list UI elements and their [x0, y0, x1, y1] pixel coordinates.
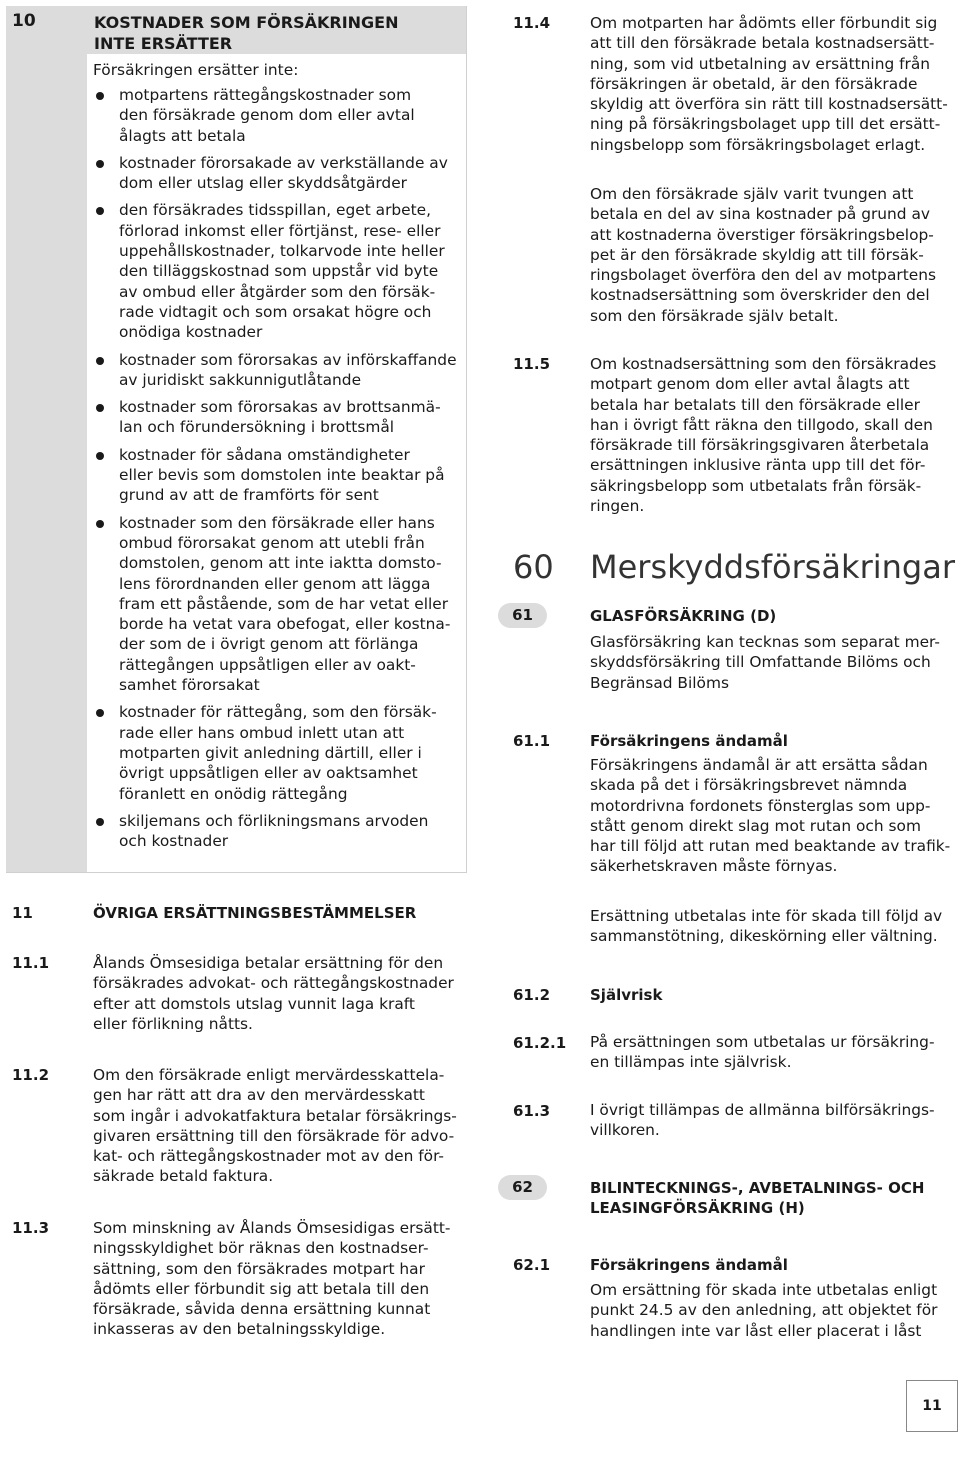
text-line: ningsbelopp som försäkringsbolaget erlagt. — [590, 135, 926, 154]
text-line: säkerhetskraven måste förnyas. — [590, 857, 838, 876]
bullet-dot-icon — [96, 452, 104, 460]
text-line: stått genom direkt slag mot rutan och som — [590, 816, 921, 835]
text-line: sättning, som den försäkrades motpart har — [93, 1259, 425, 1278]
section-61-title: GLASFÖRSÄKRING (D) — [590, 607, 777, 625]
section-10-intro: Försäkringen ersätter inte: — [93, 61, 299, 79]
text-line: lan och förundersökning i brottsmål — [119, 418, 395, 437]
bullet-item — [93, 350, 463, 391]
text-line: försäkrade till försäkringsgivaren återbetala — [590, 436, 930, 455]
text-line: pet är den försäkrade skyldig att till försäk- — [590, 245, 924, 264]
text-line: att kostnaderna överstiger försäkringsbelop- — [590, 225, 934, 244]
text-line: grund av att de framförts för sent — [119, 486, 379, 505]
section-62-title-line: BILINTECKNINGS-, AVBETALNINGS- OCH — [590, 1179, 925, 1197]
section-10-bullet-list — [93, 85, 463, 851]
bullet-item — [93, 513, 463, 696]
text-line: onödiga kostnader — [119, 323, 263, 342]
text-line: han i övrigt fått räkna den tillgodo, skall den — [590, 415, 933, 434]
text-line: ådömts eller förbundit sig att betala till den — [93, 1279, 430, 1298]
text-line: Ersättning utbetalas inte för skada till följd av — [590, 907, 943, 925]
paragraph — [590, 354, 956, 516]
section-10-tab — [6, 6, 87, 872]
bullet-dot-icon — [96, 709, 104, 717]
paragraph — [590, 1032, 956, 1073]
paragraph — [590, 632, 956, 693]
text-line: Som minskning av Ålands Ömsesidigas ersätt- — [93, 1219, 451, 1237]
section-10-title-line: INTE ERSÄTTER — [94, 34, 233, 53]
heading-60-number: 60 — [513, 548, 554, 586]
text-line: en tillämpas inte självrisk. — [590, 1053, 792, 1072]
section-10-title-line: KOSTNADER SOM FÖRSÄKRINGEN — [94, 13, 399, 32]
text-line: kostnader som den försäkrade eller hans — [119, 513, 435, 532]
text-line: kostnader för rättegång, som den försäk- — [119, 703, 437, 722]
bullet-dot-icon — [96, 818, 104, 826]
paragraph — [590, 906, 956, 947]
text-line: efter att domstols utslag vunnit laga kraft — [93, 994, 415, 1013]
text-line: ringsbolaget överföra den del av motpartens — [590, 266, 936, 285]
text-line: Glasförsäkring kan tecknas som separat mer- — [590, 633, 940, 651]
text-line: motpartens rättegångskostnader som — [119, 86, 412, 104]
text-line: sammanstötning, dikeskörning eller vältning. — [590, 927, 938, 946]
text-line: Om ersättning för skada inte utbetalas enligt — [590, 1281, 938, 1299]
bullet-dot-icon — [96, 160, 104, 168]
section-10-number: 10 — [12, 11, 36, 31]
text-line: övrigt uppsåtligen eller av oaktsamhet — [119, 764, 418, 783]
text-line: kostnader som förorsakas av införskaffande — [119, 350, 457, 369]
bullet-item — [93, 85, 463, 146]
text-line: ning, som vid utbetalning av ersättning från — [590, 54, 931, 73]
text-line: der som de i övrigt genom att förlänga — [119, 635, 419, 654]
text-line: kostnader som förorsakas av brottsanmä- — [119, 398, 441, 417]
text-line: givaren ersättning till den försäkrade för advo- — [93, 1126, 455, 1145]
item-number: 61.2 — [513, 986, 551, 1004]
bullet-item — [93, 153, 463, 194]
text-line: säkrade betald faktura. — [93, 1167, 274, 1186]
text-line: den tilläggskostnad som uppstår vid byte — [119, 262, 439, 281]
text-line: den försäkrades tidsspillan, eget arbete, — [119, 201, 432, 220]
text-line: att till den försäkrade betala kostnadsersätt- — [590, 34, 935, 53]
text-line: uppehållskostnader, tolkarvode inte heller — [119, 242, 445, 261]
subheading: Försäkringens ändamål — [590, 732, 788, 750]
text-line: kostnader förorsakade av verkställande av — [119, 153, 448, 172]
page-number: 11 — [906, 1380, 958, 1432]
text-line: Ålands Ömsesidiga betalar ersättning för den — [93, 954, 444, 972]
bullet-dot-icon — [96, 357, 104, 365]
paragraph — [590, 1280, 956, 1341]
text-line: dom eller utslag eller skyddsåtgärder — [119, 174, 408, 193]
bullet-dot-icon — [96, 520, 104, 528]
text-line: skyldig att överföra sin rätt till kostnadsersätt- — [590, 95, 948, 114]
item-number: 62.1 — [513, 1256, 551, 1274]
text-line: Begränsad Bilöms — [590, 673, 729, 692]
text-line: har till följd att rutan med beaktande av trafik- — [590, 837, 951, 856]
section-11-number: 11 — [12, 904, 33, 922]
section-62-title — [590, 1178, 956, 1218]
text-line: borde ha vetat vara obefogat, eller kostna- — [119, 615, 451, 634]
text-line: fram ett påstående, som de har vetat eller — [119, 594, 449, 613]
bullet-dot-icon — [96, 92, 104, 100]
item-number: 61.1 — [513, 732, 551, 750]
bullet-item — [93, 397, 463, 438]
item-number: 11.2 — [12, 1066, 50, 1084]
text-line: av juridiskt sakkunnigutlåtande — [119, 370, 362, 389]
text-line: förlorad inkomst eller förtjänst, rese- eller — [119, 221, 441, 240]
text-line: föranlett en onödig rättegång — [119, 784, 348, 803]
text-line: skada på det i försäkringsbrevet nämnda — [590, 776, 908, 795]
text-line: Försäkringens ändamål är att ersätta sådan — [590, 756, 928, 774]
subheading: Försäkringens ändamål — [590, 1256, 788, 1274]
text-line: motparten givit anledning därtill, eller i — [119, 743, 422, 762]
text-line: och kostnader — [119, 832, 229, 851]
text-line: Om motparten har ådömts eller förbundit sig — [590, 14, 938, 32]
text-line: punkt 24.5 av den anledning, att objektet för — [590, 1301, 938, 1320]
text-line: Om kostnadsersättning som den försäkrades — [590, 355, 937, 373]
text-line: kostnadsersättning som överskrider den del — [590, 286, 930, 305]
text-line: ersättningen inklusive ränta upp till det för- — [590, 456, 926, 475]
paragraph — [590, 1100, 956, 1141]
text-line: samhet förorsakat — [119, 676, 260, 695]
bullet-item — [93, 702, 463, 803]
text-line: I övrigt tillämpas de allmänna bilförsäkrings- — [590, 1101, 935, 1119]
text-line: gen har rätt att dra av den mervärdesskatt — [93, 1086, 425, 1105]
item-number: 11.4 — [513, 14, 551, 32]
text-line: betala en del av sina kostnader på grund av — [590, 205, 931, 224]
paragraph — [93, 1065, 463, 1187]
text-line: Om den försäkrade själv varit tvungen att — [590, 185, 914, 203]
text-line: säkringsbelopp som utbetalats från försäk- — [590, 476, 922, 495]
text-line: villkoren. — [590, 1121, 660, 1140]
text-line: eller bevis som domstolen inte beaktar på — [119, 466, 445, 485]
heading-60-title: Merskyddsförsäkringar — [590, 548, 955, 586]
paragraph — [590, 13, 956, 155]
item-number: 11.1 — [12, 954, 50, 972]
section-62-number-badge: 62 — [498, 1175, 547, 1200]
bullet-item — [93, 200, 463, 342]
section-61-number-badge: 61 — [498, 603, 547, 628]
item-number: 61.2.1 — [513, 1034, 567, 1052]
text-line: eller förlikning nåtts. — [93, 1014, 253, 1033]
text-line: Om den försäkrade enligt mervärdesskattela- — [93, 1066, 445, 1084]
text-line: kostnader för sådana omständigheter — [119, 445, 410, 464]
paragraph — [93, 953, 463, 1034]
text-line: På ersättningen som utbetalas ur försäkring- — [590, 1033, 935, 1051]
section-11-title: ÖVRIGA ERSÄTTNINGSBESTÄMMELSER — [93, 904, 417, 922]
text-line: skiljemans och förlikningsmans arvoden — [119, 811, 429, 830]
text-line: domstolen, genom att inte iaktta domsto- — [119, 554, 442, 573]
item-number: 11.5 — [513, 355, 551, 373]
paragraph — [93, 1218, 463, 1340]
bullet-item — [93, 445, 463, 506]
text-line: ålagts att betala — [119, 126, 246, 145]
text-line: som ingår i advokatfaktura betalar försäkrings- — [93, 1106, 457, 1125]
paragraph — [590, 755, 956, 877]
text-line: av ombud eller åtgärder som den försäk- — [119, 282, 436, 301]
section-10-title — [94, 12, 454, 54]
paragraph — [590, 184, 956, 326]
bullet-item — [93, 811, 463, 852]
text-line: rättegången uppsåtligen eller av oakt- — [119, 655, 416, 674]
text-line: motordrivna fordonets fönsterglas som upp- — [590, 796, 931, 815]
text-line: ningsskyldighet bör räknas den kostnadser- — [93, 1239, 429, 1258]
text-line: den försäkrade genom dom eller avtal — [119, 106, 415, 125]
text-line: försäkrade, såvida denna ersättning kunnat — [93, 1300, 431, 1319]
item-number: 11.3 — [12, 1219, 50, 1237]
text-line: ombud förorsakat genom att utebli från — [119, 533, 425, 552]
text-line: motpart genom dom eller avtal ålagts att — [590, 375, 910, 394]
subheading: Självrisk — [590, 986, 663, 1004]
text-line: rade vidtagit och som orsakat högre och — [119, 302, 432, 321]
bullet-dot-icon — [96, 404, 104, 412]
text-line: försäkringen är obetald, är den försäkrade — [590, 74, 918, 93]
text-line: försäkrades advokat- och rättegångskostnader — [93, 974, 454, 993]
text-line: ning på försäkringsbolaget upp till det ersätt- — [590, 115, 941, 134]
text-line: handlingen inte var låst eller placerat i låst — [590, 1321, 922, 1340]
text-line: lens förordnanden eller genom att lägga — [119, 574, 431, 593]
text-line: som den försäkrade själv betalt. — [590, 306, 839, 325]
text-line: kat- och rättegångskostnader mot av den för- — [93, 1147, 444, 1166]
bullet-dot-icon — [96, 207, 104, 215]
text-line: ringen. — [590, 497, 645, 516]
text-line: inkasseras av den betalningsskyldige. — [93, 1320, 386, 1339]
text-line: skyddsförsäkring till Omfattande Bilöms och — [590, 653, 931, 672]
text-line: betala har betalats till den försäkrade eller — [590, 395, 920, 414]
section-62-title-line: LEASINGFÖRSÄKRING (H) — [590, 1199, 805, 1217]
item-number: 61.3 — [513, 1102, 551, 1120]
text-line: rade eller hans ombud inlett utan att — [119, 723, 405, 742]
